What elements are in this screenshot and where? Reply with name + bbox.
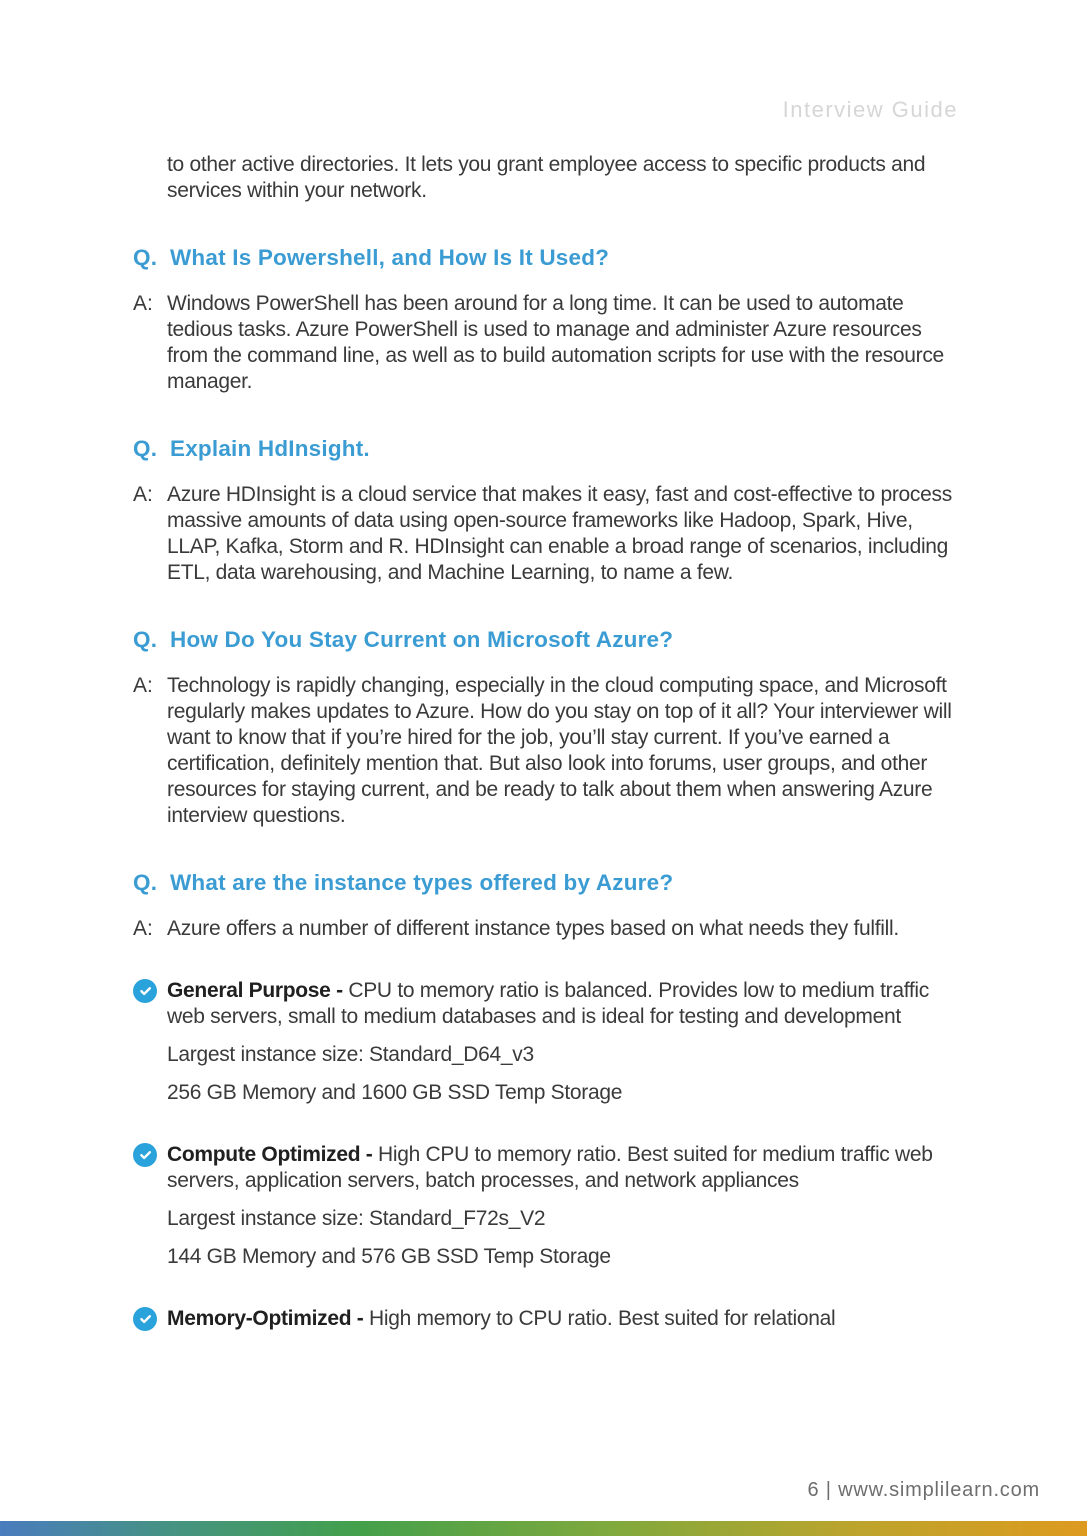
question-text: Explain HdInsight. (170, 436, 370, 461)
memory-storage-line: 256 GB Memory and 1600 GB SSD Temp Storage (167, 1081, 623, 1104)
answer-label: A: (133, 917, 153, 940)
answer-label: A: (133, 292, 153, 315)
instance-type-description: High memory to CPU ratio. Best suited for relational (369, 1307, 836, 1330)
page-content (133, 152, 955, 1332)
instance-type-description: High CPU to memory ratio. Best suited for medium traffic web servers, application servers, batch processes, and network appliances (167, 1143, 933, 1192)
answer-block (133, 673, 955, 829)
list-item-memory-optimized (133, 1306, 955, 1332)
question-heading (133, 626, 955, 653)
list-item-general-purpose (133, 978, 955, 1030)
brand-gradient-bar (0, 1521, 1087, 1536)
answer-text: Windows PowerShell has been around for a long time. It can be used to automate tedious tasks. Azure PowerShell is used to manage and administer Azure resources from the command line, as well as to build automation scripts for use with the resource manager. (167, 292, 944, 393)
check-icon (133, 1143, 157, 1167)
page-watermark: Interview Guide (782, 97, 958, 122)
question-heading (133, 869, 955, 896)
instance-size-line: Largest instance size: Standard_F72s_V2 (167, 1207, 546, 1230)
answer-text: Technology is rapidly changing, especially in the cloud computing space, and Microsoft regularly makes updates to Azure. How do you stay on top of it all? Your interviewer will want to know that if you’re hired for the job, you’ll stay current. If you’ve earned a certification, definitely mention that. But also look into forums, user groups, and other resources for staying current, and be ready to talk about them when answering Azure interview questions. (167, 674, 952, 827)
instance-size-line: Largest instance size: Standard_D64_v3 (167, 1043, 534, 1066)
question-label: Q. (133, 627, 158, 652)
answer-text: Azure HDInsight is a cloud service that makes it easy, fast and cost-effective to process massive amounts of data using open-source frameworks like Hadoop, Spark, Hive, LLAP, Kafka, Storm and R. HDInsight can enable a broad range of scenarios, including ETL, data warehousing, and Machine Learning, to name a few. (167, 483, 952, 584)
question-label: Q. (133, 436, 158, 461)
answer-text: Azure offers a number of different instance types based on what needs they fulfill. (167, 917, 899, 940)
answer-label: A: (133, 483, 153, 506)
question-label: Q. (133, 245, 158, 270)
question-text: What Is Powershell, and How Is It Used? (170, 245, 610, 270)
question-text: What are the instance types offered by Azure? (170, 870, 674, 895)
question-heading (133, 244, 955, 271)
instance-type-label: Compute Optimized - (167, 1143, 373, 1166)
check-icon (133, 1307, 157, 1331)
question-label: Q. (133, 870, 158, 895)
instance-type-description: CPU to memory ratio is balanced. Provides low to medium traffic web servers, small to medium databases and is ideal for testing and development (167, 979, 929, 1028)
memory-storage-line: 144 GB Memory and 576 GB SSD Temp Storage (167, 1245, 611, 1268)
instance-type-label: General Purpose - (167, 979, 343, 1002)
answer-block (133, 482, 955, 586)
question-heading (133, 435, 955, 462)
instance-type-label: Memory-Optimized - (167, 1307, 364, 1330)
intro-paragraph: to other active directories. It lets you grant employee access to specific products and services within your network. (167, 153, 926, 202)
answer-block (133, 916, 955, 942)
page-footer: 6 | www.simplilearn.com (807, 1479, 1040, 1501)
answer-block (133, 291, 955, 395)
list-item-compute-optimized (133, 1142, 955, 1194)
question-text: How Do You Stay Current on Microsoft Azure? (170, 627, 674, 652)
answer-label: A: (133, 674, 153, 697)
check-icon (133, 979, 157, 1003)
